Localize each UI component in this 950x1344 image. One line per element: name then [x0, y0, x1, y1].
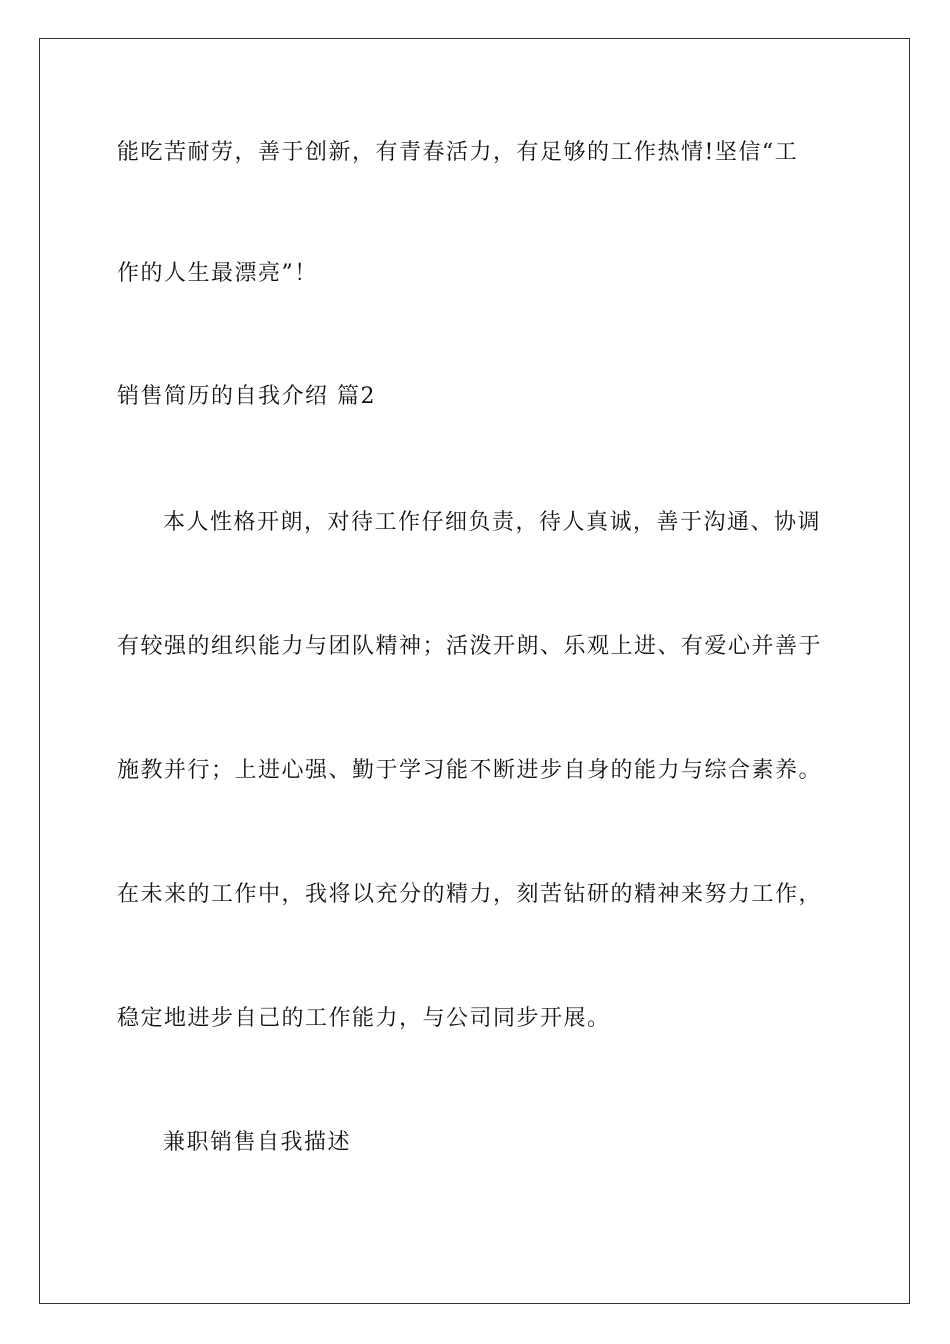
- text-line: 作的人生最漂亮”！: [117, 261, 318, 286]
- paragraph-first-line: 本人性格开朗，对待工作仔细负责，待人真诚，善于沟通、协调: [163, 510, 822, 535]
- text-line: 在未来的工作中，我将以充分的精力，刻苦钻研的精神来努力工作，: [117, 882, 823, 907]
- text-line: 施教并行；上进心强、勤于学习能不断进步自身的能力与综合素养。: [117, 758, 823, 783]
- text-line: 有较强的组织能力与团队精神；活泼开朗、乐观上进、有爱心并善于: [117, 634, 823, 659]
- subsection-heading: 兼职销售自我描述: [163, 1130, 352, 1155]
- text-line: 稳定地进步自己的工作能力，与公司同步开展。: [117, 1006, 611, 1031]
- section-heading: 销售简历的自我介绍 篇2: [117, 384, 376, 409]
- text-line: 能吃苦耐劳，善于创新，有青春活力，有足够的工作热情!坚信“工: [117, 140, 799, 165]
- page-border: [39, 38, 910, 1304]
